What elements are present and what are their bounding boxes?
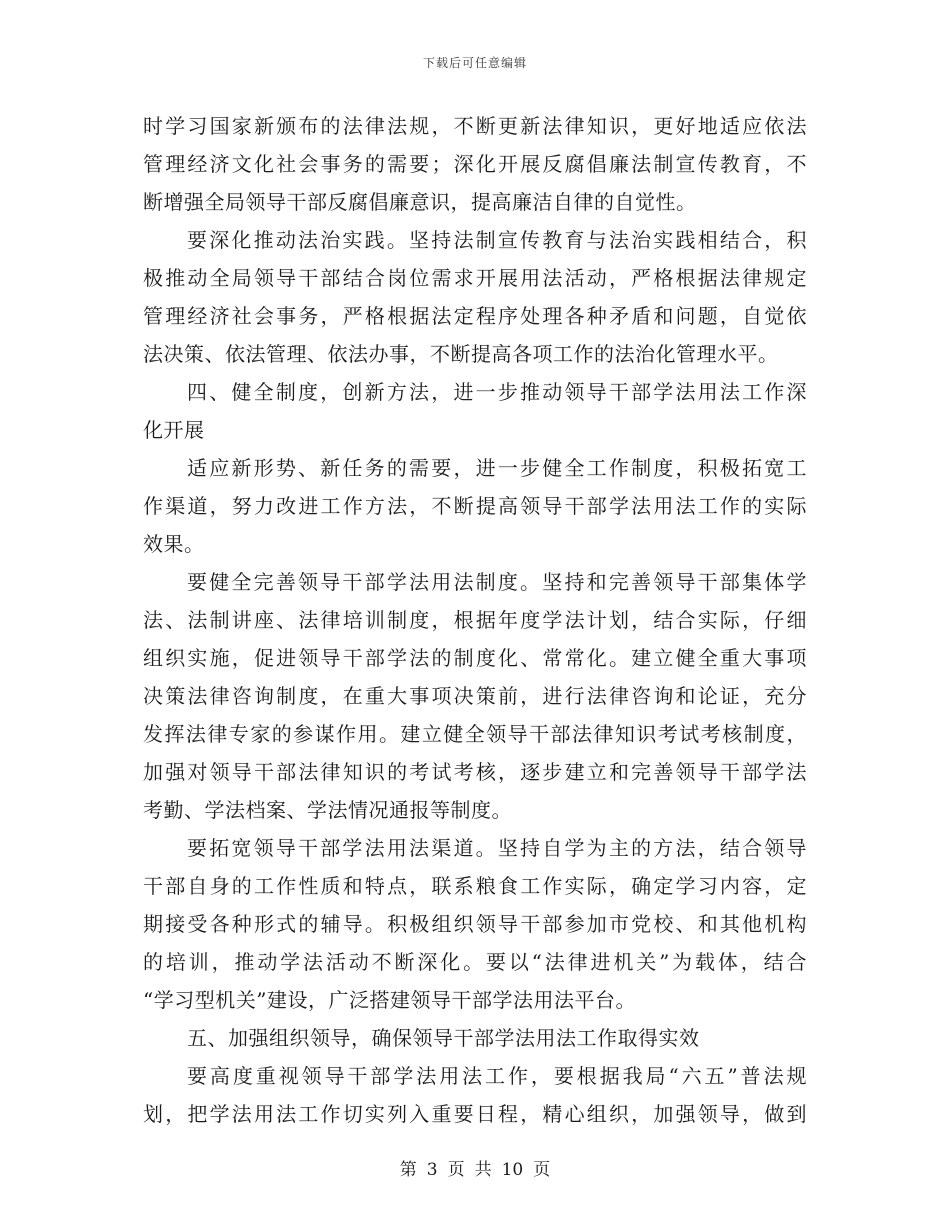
text-line-19: 考勤、学法档案、学法情况通报等制度。 — [143, 798, 512, 822]
section-heading-4: 四、健全制度，创新方法，进一步推动领导干部学法用法工作深 — [187, 380, 807, 404]
text-line-15: 组织实施，促进领导干部学法的制度化、常常化。建立健全重大事项 — [143, 646, 807, 670]
footer-label-suffix: 页 — [533, 1160, 551, 1180]
text-line-1: 时学习国家新颁布的法律法规，不断更新法律知识，更好地适应依法 — [143, 114, 807, 138]
text-line-6: 管理经济社会事务，严格根据法定程序处理各种矛盾和问题，自觉依 — [143, 304, 807, 328]
text-line-3: 断增强全局领导干部反腐倡廉意识，提高廉洁自律的自觉性。 — [143, 190, 697, 214]
text-line-14: 法、法制讲座、法律培训制度，根据年度学法计划，结合实际，仔细 — [143, 608, 807, 632]
section-heading-5: 五、加强组织领导，确保领导干部学法用法工作取得实效 — [187, 1026, 700, 1050]
text-line-4: 要深化推动法治实践。坚持法制宣传教育与法治实践相结合，积 — [187, 228, 807, 252]
text-line-17: 发挥法律专家的参谋作用。建立健全领导干部法律知识考试考核制度， — [143, 722, 807, 746]
text-line-11: 作渠道，努力改进工作方法，不断提高领导干部学法用法工作的实际 — [143, 494, 807, 518]
text-line-2: 管理经济文化社会事务的需要；深化开展反腐倡廉法制宣传教育，不 — [143, 152, 807, 176]
text-line-24: “学习型机关”建设，广泛搭建领导干部学法用法平台。 — [143, 988, 636, 1012]
header-note: 下载后可任意编辑 — [422, 56, 527, 70]
document-body — [143, 107, 807, 1133]
page-number-current: 3 — [426, 1160, 438, 1180]
text-line-21: 干部自身的工作性质和特点，联系粮食工作实际，确定学习内容，定 — [143, 874, 807, 898]
page-footer — [0, 1155, 950, 1180]
text-line-20: 要拓宽领导干部学法用法渠道。坚持自学为主的方法，结合领导 — [187, 836, 807, 860]
text-line-22: 期接受各种形式的辅导。积极组织领导干部参加市党校、和其他机构 — [143, 912, 807, 936]
section-heading-4-cont: 化开展 — [143, 418, 205, 442]
text-line-12: 效果。 — [143, 532, 205, 556]
footer-label-total: 共 — [474, 1160, 492, 1180]
text-line-13: 要健全完善领导干部学法用法制度。坚持和完善领导干部集体学 — [187, 570, 807, 594]
text-line-23: 的培训，推动学法活动不断深化。要以“法律进机关”为载体，结合 — [143, 950, 807, 974]
page-number-total: 10 — [501, 1160, 524, 1180]
text-line-16: 决策法律咨询制度，在重大事项决策前，进行法律咨询和论证，充分 — [143, 684, 807, 708]
footer-label-page: 页 — [447, 1160, 465, 1180]
text-line-7: 法决策、依法管理、依法办事，不断提高各项工作的法治化管理水平。 — [143, 342, 779, 366]
text-line-10: 适应新形势、新任务的需要，进一步健全工作制度，积极拓宽工 — [187, 456, 807, 480]
text-line-5: 极推动全局领导干部结合岗位需求开展用法活动，严格根据法律规定 — [143, 266, 807, 290]
text-line-18: 加强对领导干部法律知识的考试考核，逐步建立和完善领导干部学法 — [143, 760, 807, 784]
text-line-26: 要高度重视领导干部学法用法工作，要根据我局“六五”普法规 — [187, 1064, 807, 1088]
footer-label-prefix: 第 — [399, 1160, 417, 1180]
text-line-27: 划，把学法用法工作切实列入重要日程，精心组织，加强领导，做到 — [143, 1102, 807, 1126]
